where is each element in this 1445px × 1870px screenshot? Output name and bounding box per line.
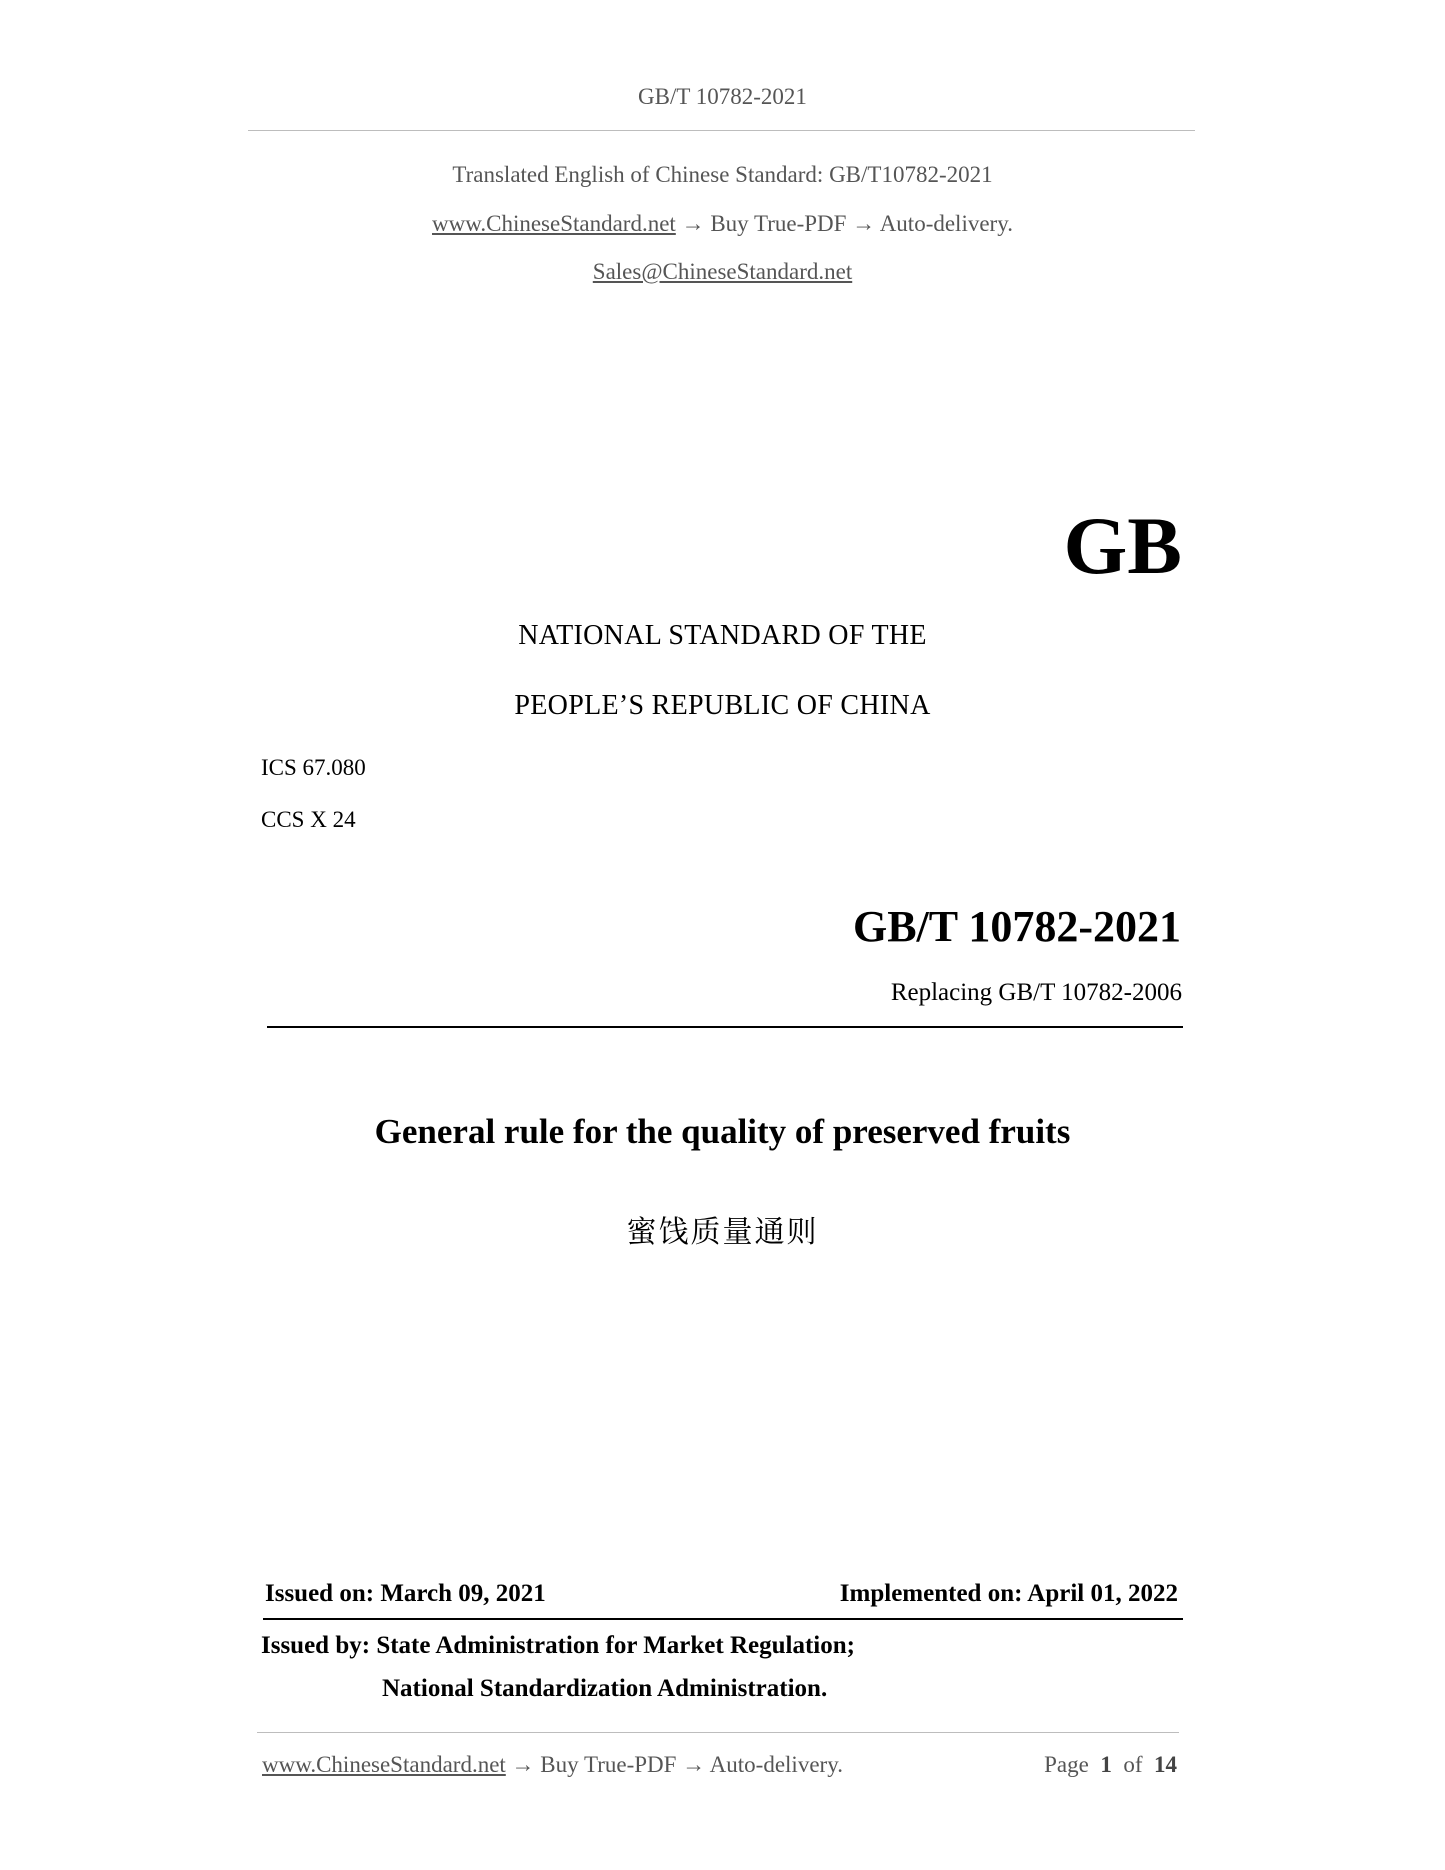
email-link[interactable]: Sales@ChineseStandard.net [592, 259, 853, 284]
running-header: GB/T 10782-2021 [638, 84, 807, 109]
auto-delivery-text: Auto-delivery. [879, 211, 1013, 236]
translated-notice: Translated English of Chinese Standard: GB/T10782-2021 [452, 162, 993, 187]
document-title-en: General rule for the quality of preserved fruits [374, 1112, 1071, 1151]
page-total: 14 [1154, 1752, 1177, 1777]
implemented-on-date: Implemented on: April 01, 2022 [839, 1580, 1178, 1607]
email-line [0, 259, 1445, 285]
standard-mark: GB [1063, 500, 1182, 591]
title-divider [267, 1026, 1183, 1028]
ccs-code: CCS X 24 [261, 807, 356, 832]
page-current: 1 [1100, 1752, 1112, 1777]
issue-divider [263, 1618, 1183, 1620]
footer-divider [257, 1732, 1179, 1733]
replacing-note: Replacing GB/T 10782-2006 [890, 979, 1182, 1006]
page-indicator [1044, 1752, 1177, 1778]
page-label: Page [1044, 1752, 1089, 1777]
standard-number: GB/T 10782-2021 [852, 902, 1181, 951]
buy-true-pdf-text: Buy True-PDF [710, 211, 847, 236]
site-link[interactable]: www.ChineseStandard.net [432, 211, 676, 236]
footer-site-link[interactable]: www.ChineseStandard.net [262, 1752, 506, 1777]
footer-buy-text: Buy True-PDF [540, 1752, 677, 1777]
arrow-right-icon: → [682, 1752, 706, 1777]
footer-auto-text: Auto-delivery. [709, 1752, 843, 1777]
national-standard-line-2: PEOPLE’S REPUBLIC OF CHINA [514, 690, 931, 721]
issued-on-date: Issued on: March 09, 2021 [265, 1580, 546, 1607]
issued-by-line-2: National Standardization Administration. [382, 1675, 828, 1702]
issued-by-line-1: Issued by: State Administration for Market Regulation; [261, 1632, 855, 1659]
arrow-right-icon: → [511, 1752, 535, 1777]
arrow-right-icon: → [681, 211, 705, 236]
arrow-right-icon: → [852, 211, 876, 236]
footer-promo [262, 1752, 843, 1778]
promo-line [0, 211, 1445, 237]
document-title-cn: 蜜饯质量通则 [626, 1215, 819, 1250]
national-standard-line-1: NATIONAL STANDARD OF THE [518, 620, 927, 651]
ics-code: ICS 67.080 [261, 755, 366, 780]
header-divider [248, 130, 1195, 131]
page-of: of [1123, 1752, 1143, 1777]
